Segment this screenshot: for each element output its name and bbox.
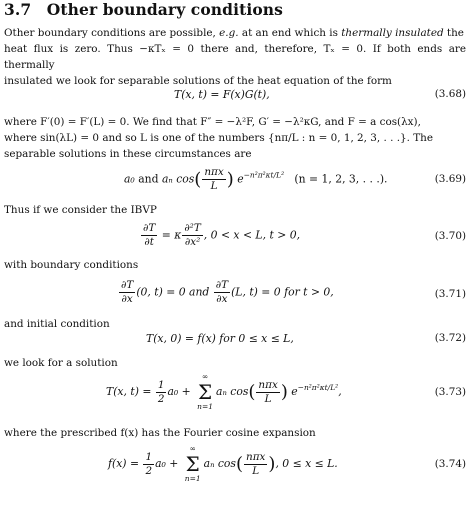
math-term: = κ [161, 228, 182, 242]
text-emphasis: e.g. [219, 27, 239, 39]
paragraph-ibvp [4, 202, 466, 218]
paren-open: ( [235, 453, 244, 475]
paragraph-intro [4, 25, 466, 89]
equation-body [108, 444, 338, 484]
equation-body [140, 222, 300, 249]
equation-body: T(x, 0) = f(x) for 0 ≤ x ≤ L, [146, 332, 294, 345]
summation-symbol [185, 444, 201, 484]
numerator: ∂²T [184, 222, 201, 234]
equation-3-69 [0, 166, 474, 196]
math-term: (0, t) = 0 and [136, 285, 210, 299]
text-line: insulated we look for separable solutions of the heat equation of the form [4, 75, 392, 87]
fraction [244, 451, 267, 478]
sum-lower: n=1 [184, 474, 201, 483]
fraction [141, 222, 157, 249]
numerator: ∂T [215, 279, 229, 291]
math-term: f(x) = [108, 457, 139, 470]
math-term: , 0 ≤ x ≤ L. [275, 457, 338, 470]
equation-3-68 [0, 88, 474, 108]
text-line: the [443, 27, 464, 39]
math-term: (L, t) = 0 for t > 0, [231, 285, 334, 299]
text-line: where the prescribed f(x) has the Fourier cosine expansion [4, 427, 316, 439]
summation-symbol [197, 372, 213, 412]
text-line: Thus if we consider the IBVP [4, 204, 157, 216]
paren-close: ) [280, 381, 288, 403]
denominator: 2 [145, 464, 153, 477]
equation-3-73 [0, 372, 474, 414]
text-line: with boundary conditions [4, 259, 139, 271]
paren-open: ( [248, 381, 256, 403]
denominator: ∂x [121, 293, 133, 305]
sum-upper: ∞ [189, 444, 196, 453]
math-term: T(x, t) = [106, 385, 152, 398]
fraction [143, 451, 154, 478]
math-term: a₀ + [167, 385, 191, 398]
paragraph-fourier [4, 425, 466, 441]
paragraph-boundary [4, 257, 466, 273]
denominator: L [252, 464, 260, 477]
fraction [214, 279, 230, 306]
math-term: , [338, 385, 342, 398]
paragraph-initial [4, 316, 466, 332]
math-range: (n = 1, 2, 3, . . .). [294, 172, 388, 186]
equation-number: (3.70) [434, 230, 466, 242]
denominator: ∂x² [184, 236, 201, 248]
text-line: at an end which is [238, 27, 342, 39]
fraction [202, 166, 225, 193]
denominator: L [210, 180, 218, 192]
numerator: 1 [157, 378, 165, 391]
paren-close: ) [226, 169, 234, 190]
equation-body [124, 166, 387, 193]
equation-body [106, 372, 342, 412]
math-word: and [138, 172, 159, 186]
paren-open: ( [194, 169, 202, 190]
denominator: ∂t [144, 236, 154, 248]
math-term: e [291, 385, 298, 398]
numerator: 1 [145, 450, 153, 463]
math-term: aₙ cos [203, 457, 236, 470]
sum-upper: ∞ [201, 372, 209, 381]
equation-3-74 [0, 444, 474, 486]
denominator: ∂x [216, 293, 228, 305]
denominator: L [264, 392, 272, 405]
math-term: e [237, 172, 244, 186]
math-term: aₙ cos [161, 172, 195, 186]
math-term: aₙ cos [216, 385, 249, 398]
numerator: nπx [246, 450, 266, 463]
equation-3-72 [0, 332, 474, 352]
numerator: ∂T [143, 222, 156, 234]
math-term: a₀ [124, 172, 135, 186]
section-title: Other boundary conditions [46, 0, 283, 19]
sigma: Σ [185, 452, 200, 476]
exponent: −n²π²κt/L² [243, 170, 285, 180]
equation-number: (3.72) [434, 332, 466, 344]
section-heading [4, 0, 283, 19]
sigma: Σ [198, 380, 213, 404]
equation-body [118, 279, 334, 306]
numerator: nπx [204, 166, 224, 178]
fraction [156, 379, 167, 406]
equation-number: (3.69) [434, 173, 466, 185]
math-term: a₀ + [155, 457, 179, 470]
fraction [119, 279, 135, 306]
denominator: 2 [157, 392, 165, 405]
equation-3-71 [0, 279, 474, 311]
paren-close: ) [268, 453, 276, 475]
text-line: and initial condition [4, 318, 110, 330]
text-line: heat flux is zero. Thus −κTₓ = 0 there and, therefore, Tₓ = 0. If both ends are thermally [4, 43, 466, 71]
text-line: where F′(0) = F′(L) = 0. We find that F″ = −λ²F, G′ = −λ²κG, and F = a cos(λx), [4, 116, 421, 128]
numerator: ∂T [121, 279, 134, 291]
text-emphasis: thermally insulated [341, 27, 444, 39]
text-line: where sin(λL) = 0 and so L is one of the numbers {nπ/L : n = 0, 1, 2, 3, . . .}. The [4, 132, 433, 144]
equation-number: (3.68) [434, 88, 466, 100]
exponent: −n²π²κt/L² [297, 383, 339, 392]
numerator: nπx [258, 378, 278, 391]
equation-number: (3.73) [434, 386, 466, 398]
equation-number: (3.74) [434, 458, 466, 470]
paragraph-separation [4, 114, 466, 162]
paragraph-solution [4, 355, 466, 371]
equation-3-70 [0, 222, 474, 254]
text-line: separable solutions in these circumstances are [4, 148, 252, 160]
fraction [256, 379, 279, 406]
equation-number: (3.71) [434, 288, 466, 300]
section-number: 3.7 [4, 0, 32, 19]
math-condition: , 0 < x < L, t > 0, [203, 228, 301, 242]
sum-lower: n=1 [197, 402, 214, 411]
text-line: we look for a solution [4, 357, 118, 369]
fraction [182, 222, 202, 249]
equation-body: T(x, t) = F(x)G(t), [174, 88, 270, 101]
text-line: Other boundary conditions are possible, [4, 27, 220, 39]
